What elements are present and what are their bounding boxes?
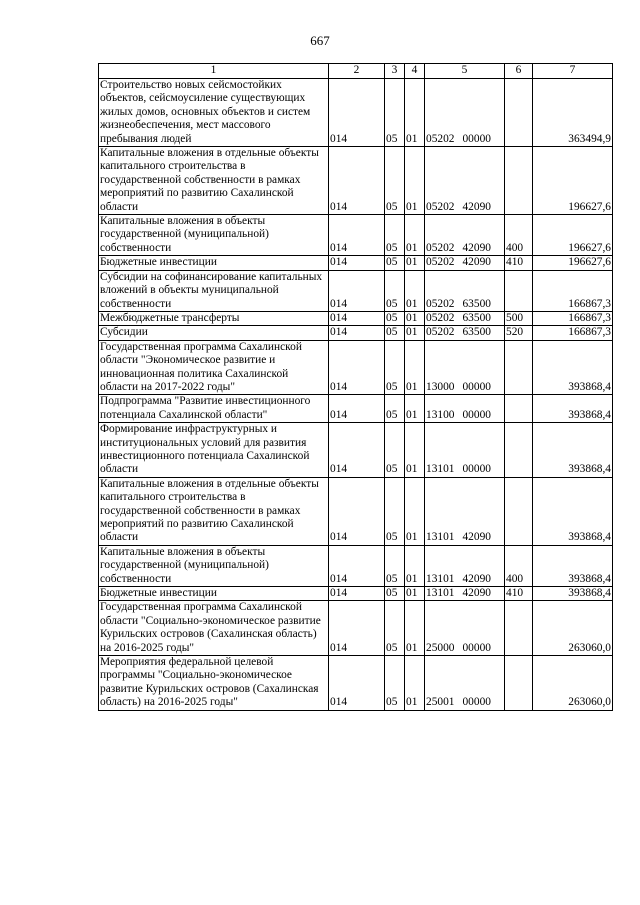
- grbs-code-cell: 014: [329, 79, 385, 147]
- expense-type-cell: [505, 395, 533, 423]
- section-code-cell: 05: [385, 311, 405, 325]
- target-article-program: 25000: [426, 641, 455, 654]
- column-header: 4: [405, 64, 425, 79]
- target-article-cell: [425, 656, 505, 711]
- table-row: [99, 215, 613, 256]
- table-row: [99, 601, 613, 656]
- expense-name-cell: Межбюджетные трансферты: [99, 311, 329, 325]
- expense-name-cell: Капитальные вложения в отдельные объекты капитального строительства в государственной собственности в рамках мероприятий по развитию Сахалинской области: [99, 147, 329, 215]
- target-article-program: 05202: [426, 311, 455, 324]
- table-row: [99, 545, 613, 586]
- expense-name-cell: Строительство новых сейсмостойких объектов, сейсмоусиление существующих жилых домов, основных объектов и систем жизнеобеспечения, мест массового пребывания людей: [99, 79, 329, 147]
- grbs-code-cell: 014: [329, 326, 385, 340]
- column-header: 1: [99, 64, 329, 79]
- subsection-code-cell: 01: [405, 423, 425, 478]
- expense-name-cell: Формирование инфраструктурных и институциональных условий для развития инвестиционного потенциала Сахалинской области: [99, 423, 329, 478]
- expense-name-cell: Государственная программа Сахалинской области "Экономическое развитие и инновационная политика Сахалинской области на 2017-2022 годы": [99, 340, 329, 395]
- table-row: [99, 477, 613, 545]
- amount-cell: 393868,4: [533, 587, 613, 601]
- expense-type-cell: [505, 423, 533, 478]
- expense-type-cell: 400: [505, 215, 533, 256]
- table-row: [99, 326, 613, 340]
- target-article-cell: [425, 545, 505, 586]
- section-code-cell: 05: [385, 601, 405, 656]
- subsection-code-cell: 01: [405, 545, 425, 586]
- section-code-cell: 05: [385, 270, 405, 311]
- section-code-cell: 05: [385, 79, 405, 147]
- target-article-cell: [425, 340, 505, 395]
- column-header: 5: [425, 64, 505, 79]
- target-article-cell: [425, 79, 505, 147]
- subsection-code-cell: 01: [405, 147, 425, 215]
- target-article-direction: 42090: [462, 241, 491, 254]
- grbs-code-cell: 014: [329, 270, 385, 311]
- target-article-cell: [425, 256, 505, 270]
- table-row: [99, 423, 613, 478]
- target-article-program: 13101: [426, 587, 455, 600]
- grbs-code-cell: 014: [329, 147, 385, 215]
- grbs-code-cell: 014: [329, 601, 385, 656]
- target-article-cell: [425, 311, 505, 325]
- expense-name-cell: Субсидии на софинансирование капитальных вложений в объекты муниципальной собственности: [99, 270, 329, 311]
- subsection-code-cell: 01: [405, 395, 425, 423]
- target-article-direction: 42090: [462, 587, 491, 600]
- amount-cell: 196627,6: [533, 256, 613, 270]
- amount-cell: 166867,3: [533, 326, 613, 340]
- grbs-code-cell: 014: [329, 256, 385, 270]
- amount-cell: 196627,6: [533, 215, 613, 256]
- table-row: [99, 311, 613, 325]
- target-article-cell: [425, 270, 505, 311]
- budget-table: [98, 63, 613, 711]
- target-article-direction: 42090: [462, 531, 491, 544]
- column-header: 6: [505, 64, 533, 79]
- grbs-code-cell: 014: [329, 395, 385, 423]
- grbs-code-cell: 014: [329, 311, 385, 325]
- table-row: [99, 587, 613, 601]
- subsection-code-cell: 01: [405, 477, 425, 545]
- amount-cell: 393868,4: [533, 545, 613, 586]
- target-article-direction: 63500: [462, 326, 491, 339]
- subsection-code-cell: 01: [405, 256, 425, 270]
- target-article-cell: [425, 147, 505, 215]
- expense-name-cell: Бюджетные инвестиции: [99, 587, 329, 601]
- subsection-code-cell: 01: [405, 656, 425, 711]
- target-article-direction: 63500: [462, 311, 491, 324]
- grbs-code-cell: 014: [329, 545, 385, 586]
- amount-cell: 393868,4: [533, 340, 613, 395]
- section-code-cell: 05: [385, 256, 405, 270]
- amount-cell: 393868,4: [533, 395, 613, 423]
- target-article-cell: [425, 395, 505, 423]
- amount-cell: 263060,0: [533, 601, 613, 656]
- subsection-code-cell: 01: [405, 601, 425, 656]
- target-article-direction: 00000: [462, 132, 491, 145]
- expense-name-cell: Мероприятия федеральной целевой программы "Социально-экономическое развитие Курильских островов (Сахалинская область) на 2016-2025 годы": [99, 656, 329, 711]
- expense-type-cell: [505, 147, 533, 215]
- target-article-direction: 00000: [462, 380, 491, 393]
- grbs-code-cell: 014: [329, 215, 385, 256]
- target-article-cell: [425, 423, 505, 478]
- section-code-cell: 05: [385, 545, 405, 586]
- amount-cell: 363494,9: [533, 79, 613, 147]
- subsection-code-cell: 01: [405, 340, 425, 395]
- subsection-code-cell: 01: [405, 587, 425, 601]
- target-article-direction: 42090: [462, 200, 491, 213]
- expense-name-cell: Субсидии: [99, 326, 329, 340]
- expense-type-cell: [505, 270, 533, 311]
- target-article-program: 05202: [426, 297, 455, 310]
- expense-type-cell: [505, 340, 533, 395]
- target-article-program: 13101: [426, 572, 455, 585]
- target-article-cell: [425, 477, 505, 545]
- target-article-direction: 63500: [462, 297, 491, 310]
- section-code-cell: 05: [385, 326, 405, 340]
- grbs-code-cell: 014: [329, 340, 385, 395]
- expense-type-cell: 500: [505, 311, 533, 325]
- amount-cell: 166867,3: [533, 311, 613, 325]
- target-article-program: 05202: [426, 241, 455, 254]
- table-row: [99, 340, 613, 395]
- target-article-direction: 00000: [462, 696, 491, 709]
- section-code-cell: 05: [385, 423, 405, 478]
- expense-type-cell: [505, 477, 533, 545]
- target-article-direction: 00000: [462, 408, 491, 421]
- expense-name-cell: Подпрограмма "Развитие инвестиционного потенциала Сахалинской области": [99, 395, 329, 423]
- section-code-cell: 05: [385, 147, 405, 215]
- page-number: 667: [310, 33, 330, 48]
- header-row: [99, 64, 613, 79]
- target-article-program: 05202: [426, 132, 455, 145]
- grbs-code-cell: 014: [329, 423, 385, 478]
- target-article-direction: 42090: [462, 572, 491, 585]
- amount-cell: 263060,0: [533, 656, 613, 711]
- subsection-code-cell: 01: [405, 311, 425, 325]
- expense-type-cell: 520: [505, 326, 533, 340]
- budget-table-body: [99, 64, 613, 711]
- target-article-program: 25001: [426, 696, 455, 709]
- target-article-program: 13100: [426, 408, 455, 421]
- grbs-code-cell: 014: [329, 656, 385, 711]
- table-row: [99, 256, 613, 270]
- column-header: 3: [385, 64, 405, 79]
- subsection-code-cell: 01: [405, 215, 425, 256]
- section-code-cell: 05: [385, 215, 405, 256]
- expense-name-cell: Капитальные вложения в объекты государственной (муниципальной) собственности: [99, 215, 329, 256]
- table-row: [99, 656, 613, 711]
- target-article-cell: [425, 587, 505, 601]
- target-article-cell: [425, 215, 505, 256]
- expense-type-cell: [505, 601, 533, 656]
- expense-name-cell: Капитальные вложения в объекты государственной (муниципальной) собственности: [99, 545, 329, 586]
- target-article-program: 13101: [426, 531, 455, 544]
- subsection-code-cell: 01: [405, 326, 425, 340]
- amount-cell: 166867,3: [533, 270, 613, 311]
- column-header: 7: [533, 64, 613, 79]
- table-row: [99, 395, 613, 423]
- target-article-program: 05202: [426, 326, 455, 339]
- expense-name-cell: Государственная программа Сахалинской области "Социально-экономическое развитие Курильских островов (Сахалинская область) на 2016-2025 годы": [99, 601, 329, 656]
- expense-name-cell: Бюджетные инвестиции: [99, 256, 329, 270]
- expense-type-cell: [505, 656, 533, 711]
- expense-type-cell: 400: [505, 545, 533, 586]
- amount-cell: 196627,6: [533, 147, 613, 215]
- section-code-cell: 05: [385, 477, 405, 545]
- expense-name-cell: Капитальные вложения в отдельные объекты капитального строительства в государственной собственности в рамках мероприятий по развитию Сахалинской области: [99, 477, 329, 545]
- grbs-code-cell: 014: [329, 587, 385, 601]
- section-code-cell: 05: [385, 587, 405, 601]
- section-code-cell: 05: [385, 395, 405, 423]
- subsection-code-cell: 01: [405, 79, 425, 147]
- section-code-cell: 05: [385, 656, 405, 711]
- target-article-direction: 00000: [462, 463, 491, 476]
- target-article-cell: [425, 326, 505, 340]
- target-article-direction: 00000: [462, 641, 491, 654]
- target-article-program: 13101: [426, 463, 455, 476]
- grbs-code-cell: 014: [329, 477, 385, 545]
- amount-cell: 393868,4: [533, 423, 613, 478]
- expense-type-cell: 410: [505, 256, 533, 270]
- target-article-program: 05202: [426, 256, 455, 269]
- target-article-direction: 42090: [462, 256, 491, 269]
- subsection-code-cell: 01: [405, 270, 425, 311]
- expense-type-cell: 410: [505, 587, 533, 601]
- target-article-program: 05202: [426, 200, 455, 213]
- table-row: [99, 79, 613, 147]
- expense-type-cell: [505, 79, 533, 147]
- target-article-cell: [425, 601, 505, 656]
- column-header: 2: [329, 64, 385, 79]
- amount-cell: 393868,4: [533, 477, 613, 545]
- section-code-cell: 05: [385, 340, 405, 395]
- target-article-program: 13000: [426, 380, 455, 393]
- table-row: [99, 270, 613, 311]
- table-row: [99, 147, 613, 215]
